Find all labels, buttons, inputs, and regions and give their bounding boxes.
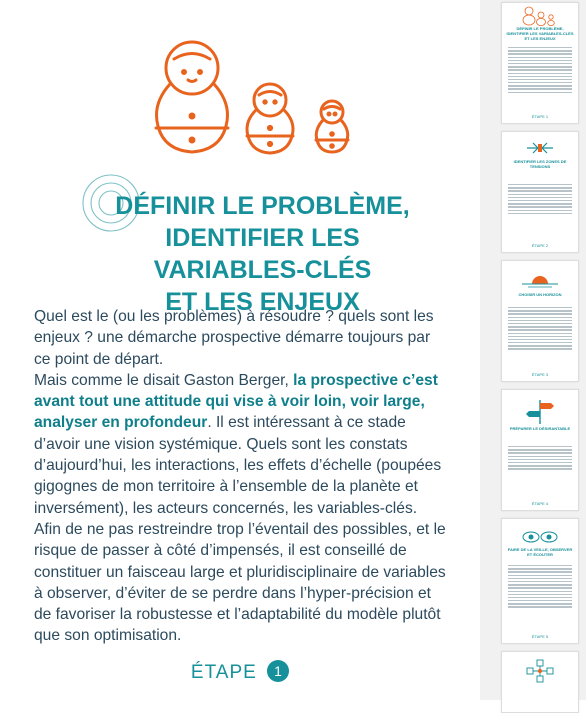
arrows-icon [525,137,555,159]
paragraph-berger [34,370,446,519]
page-thumbnail[interactable] [501,131,579,253]
page-title [90,190,435,318]
signpost-icon [525,396,555,426]
eyes-icon [520,527,560,547]
horizon-icon [520,266,560,292]
step-label [0,660,480,684]
paragraph-berger-start: Mais comme le disait Gaston Berger, [34,371,294,389]
thumbnail-text-lines [508,307,572,352]
page-thumbnail[interactable] [501,518,579,644]
title-line: IDENTIFIER LES VARIABLES-CLÉS [153,224,372,284]
thumbnail-text-lines [508,565,572,610]
thumbnail-footer: ÉTAPE 3 [531,372,549,377]
page-thumbnail-strip[interactable] [480,0,586,700]
body-text [34,306,446,647]
page-thumbnail[interactable] [501,2,579,124]
thumbnail-footer: ÉTAPE 2 [531,243,549,248]
thumbnail-title: FAIRE DE LA VEILLE, OBSERVER ET ÉCOUTER [507,547,573,557]
thumbnail-footer: ÉTAPE 4 [531,501,549,506]
highlight-quote: la prospective c’est avant tout une attitude qui vise à voir loin, voir large, analyser en profondeur [34,371,438,432]
title-line: DÉFINIR LE PROBLÈME, [115,192,410,220]
page-thumbnail[interactable] [501,651,579,713]
dolls-icon [522,6,558,26]
thumbnail-text-lines [508,446,572,472]
thumbnail-footer: ÉTAPE 5 [531,634,549,639]
thumbnail-footer: ÉTAPE 1 [531,114,549,119]
network-icon [525,658,555,684]
title-line: ET LES ENJEUX [165,288,360,316]
thumbnail-title: PRÉPARER LE DÉSIRANTABLE [509,426,571,431]
thumbnail-title: DÉFINIR LE PROBLÈME, IDENTIFIER LES VARIABLES-CLÉS ET LES ENJEUX [506,26,574,41]
page-thumbnail[interactable] [501,389,579,511]
step-label-text: ÉTAPE [190,662,257,683]
thumbnail-title: CHOISIR UN HORIZON [518,292,562,297]
thumbnail-text-lines [508,184,572,216]
nesting-dolls-icon [150,22,390,172]
paragraph-berger-end: . Il est intéressant à ce stade d’avoir une vision systémique. Quels sont les constats d’aujourd’hui, les interactions, les effets d’échelle (poupées gigognes de mon territoire à l’ensemble de la planète et inversément), les acteurs concernés, les variables-clés. [34,414,442,517]
thumbnail-text-lines [508,47,572,95]
page-thumbnail[interactable] [501,260,579,382]
paragraph-advice: Afin de ne pas restreindre trop l’éventail des possibles, et le risque de passer à côté d’impensés, il est conseillé de constituer un faisceau large et pluridisciplinaire de variables à observer, d’éviter de se perdre dans l’hyper-précision et de favoriser la robustesse et l’adaptabilité du modèle plutôt que son optimisation. [34,520,446,645]
step-number-badge: 1 [267,660,289,682]
paragraph-intro: Quel est le (ou les problèmes) à résoudre ? quels sont les enjeux ? une démarche prospective démarre toujours par ce point de départ. [34,308,434,368]
thumbnail-title: IDENTIFIER LES ZONES DE TENSIONS [513,159,567,169]
